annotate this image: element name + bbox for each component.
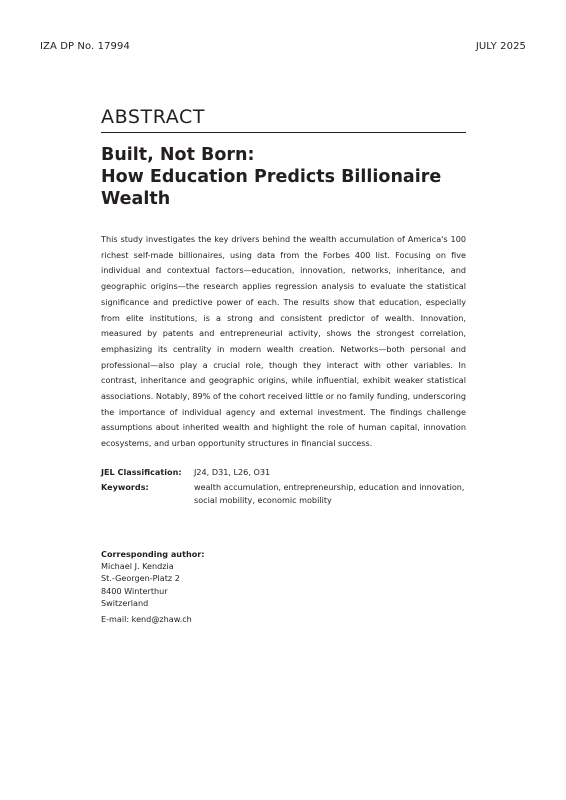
classification-block [101,466,466,507]
author-city: 8400 Winterthur [101,585,168,596]
keywords-label: Keywords: [101,481,149,492]
abstract-heading: ABSTRACT [101,106,466,133]
paper-title-line-1: Built, Not Born: [101,145,255,165]
abstract-page-content [101,106,466,626]
keywords-value: wealth accumulation, entrepreneurship, education and innovation, social mobility, economic mobility [194,481,465,505]
corresponding-author-block [101,548,466,626]
author-name: Michael J. Kendzia [101,561,174,572]
author-email: E-mail: kend@zhaw.ch [101,614,192,625]
publication-date: JULY 2025 [475,41,526,52]
jel-classification-label: JEL Classification: [101,466,182,477]
jel-classification-value: J24, D31, L26, O31 [194,466,271,477]
author-street: St.-Georgen-Platz 2 [101,573,180,584]
discussion-paper-number: IZA DP No. 17994 [40,41,130,52]
corresponding-author-heading: Corresponding author: [101,548,205,559]
author-country: Switzerland [101,598,149,609]
paper-title-line-2: How Education Predicts Billionaire Wealth [101,167,442,209]
paper-title [101,144,466,210]
abstract-text: This study investigates the key drivers behind the wealth accumulation of America's 100 richest self-made billionaires, using data from the Forbes 400 list. Focusing on five individual and contextual factors—education, innovation, networks, inheritance, and geographic origins—the research applies regression analysis to evaluate the statistical significance and predictive power of each. The results show that education, especially from elite institutions, is a strong and consistent predictor of wealth. Innovation, measured by patents and entrepreneurial activity, shows the strongest correlation, emphasizing its centrality in modern wealth creation. Networks—both personal and professional—also play a crucial role, though they interact with other variables. In contrast, inheritance and geographic origins, while influential, exhibit weaker statistical associations. Notably, 89% of the cohort received little or no family funding, underscoring the importance of individual agency and external investment. The findings challenge assumptions about inherited wealth and highlight the role of human capital, innovation ecosystems, and urban opportunity structures in financial success. [101,234,466,449]
keywords-row [101,481,466,507]
jel-classification-row [101,466,466,479]
